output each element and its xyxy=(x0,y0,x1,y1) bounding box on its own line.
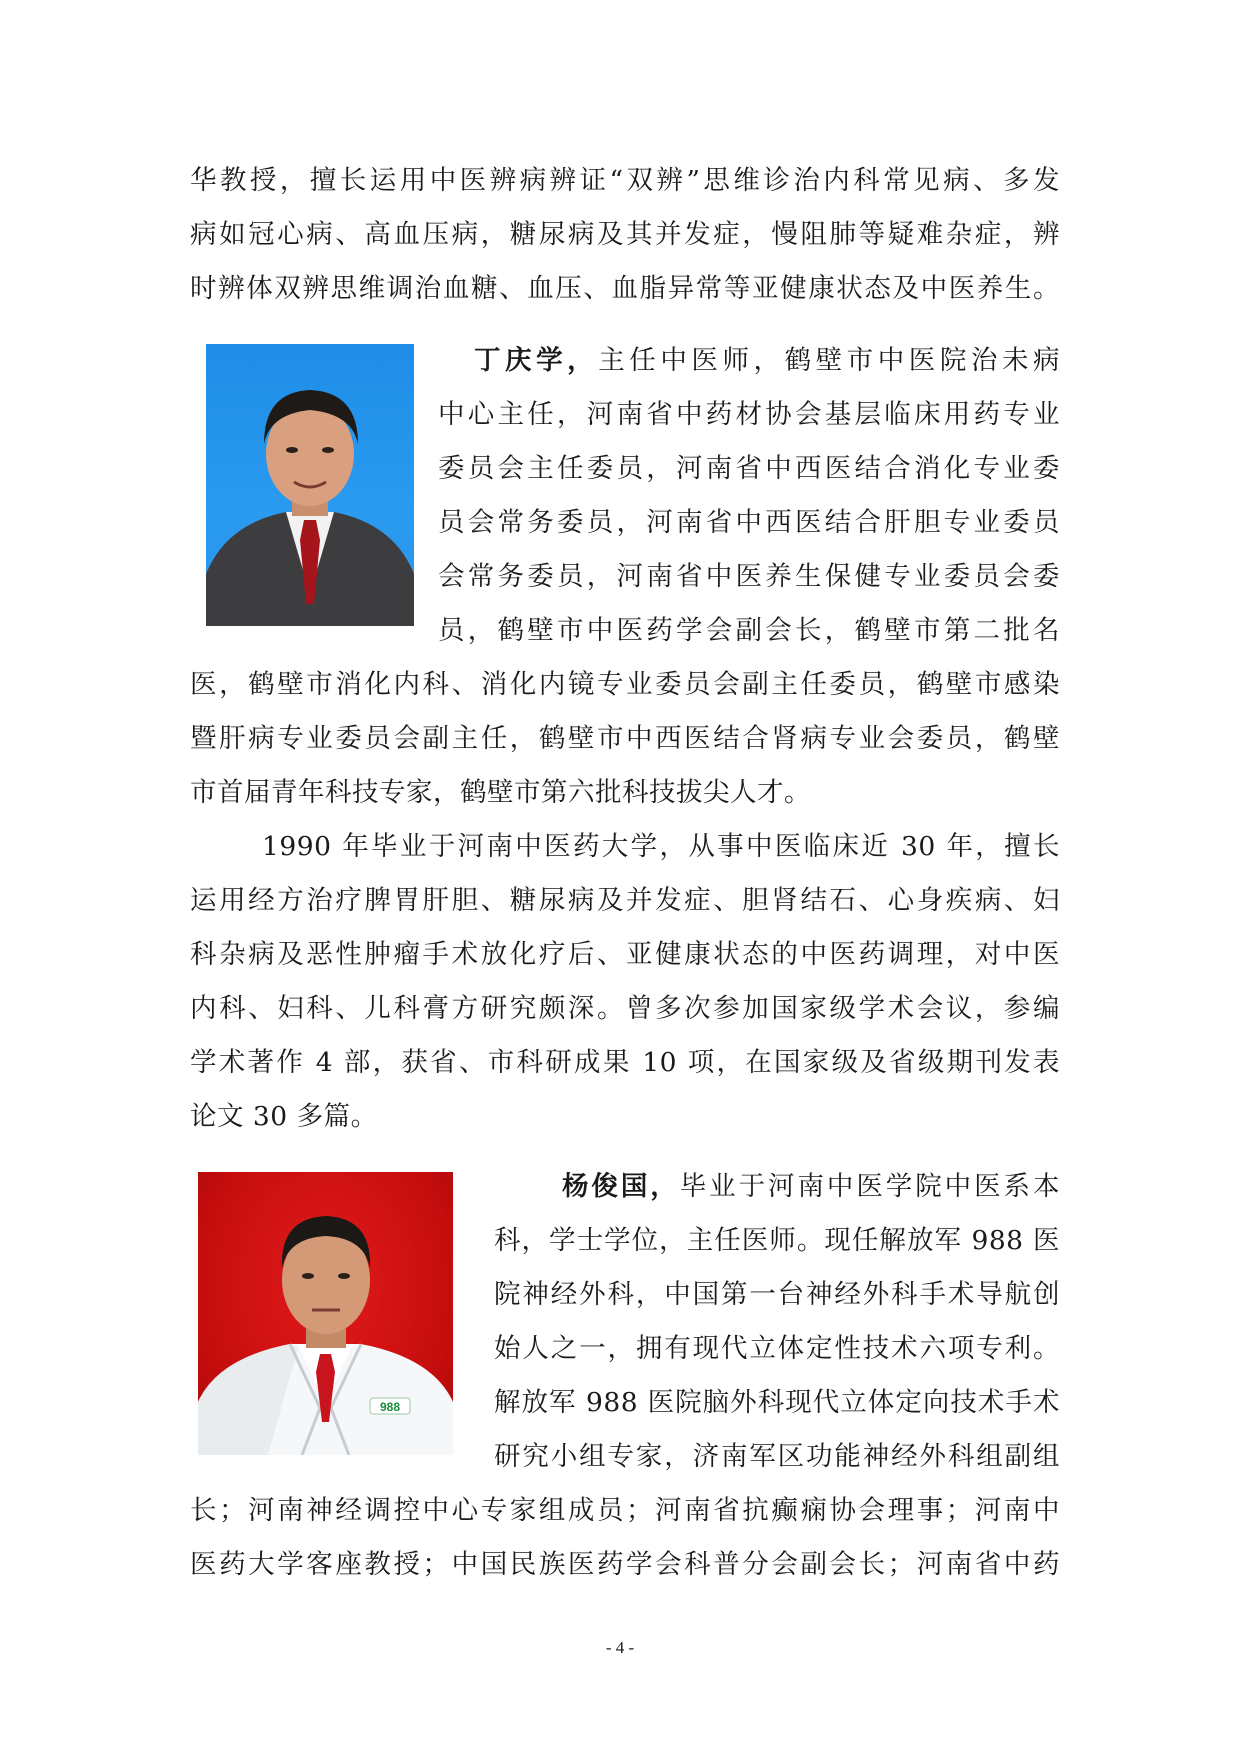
ding-para2-line-2: 运用经方治疗脾胃肝胆、糖尿病及并发症、胆肾结石、心身疾病、妇 xyxy=(190,885,1060,916)
yang-name: 杨俊国， xyxy=(562,1171,680,1202)
yang-side-line-3: 始人之一，拥有现代立体定性技术六项专利。 xyxy=(494,1333,1060,1364)
ding-first-line-rest: 主任中医师，鹤壁市中医院治未病 xyxy=(598,345,1061,376)
yang-full-line-1: 长；河南神经调控中心专家组成员；河南省抗癫痫协会理事；河南中 xyxy=(190,1495,1060,1526)
ding-first-line xyxy=(474,344,1060,378)
intro-line-3: 时辨体双辨思维调治血糖、血压、血脂异常等亚健康状态及中医养生。 xyxy=(190,273,1060,304)
yang-full-line-2: 医药大学客座教授；中国民族医药学会科普分会副会长；河南省中药 xyxy=(190,1549,1060,1580)
ding-name: 丁庆学， xyxy=(474,345,599,376)
intro-line-1: 华教授，擅长运用中医辨病辨证“双辨”思维诊治内科常见病、多发 xyxy=(190,165,1060,196)
ding-full-line-2: 暨肝病专业委员会副主任，鹤壁市中西医结合肾病专业会委员，鹤壁 xyxy=(190,723,1060,754)
yang-first-line-rest: 毕业于河南中医学院中医系本 xyxy=(679,1171,1060,1202)
ding-para2-line-1: 1990 年毕业于河南中医药大学，从事中医临床近 30 年，擅长 xyxy=(262,831,1060,862)
ding-para2-line-6: 论文 30 多篇。 xyxy=(190,1101,378,1132)
ding-side-line-2: 委员会主任委员，河南省中西医结合消化专业委 xyxy=(438,453,1060,484)
yang-side-line-1: 科，学士学位，主任医师。现任解放军 988 医 xyxy=(494,1225,1060,1256)
ding-side-line-3: 员会常务委员，河南省中西医结合肝胆专业委员 xyxy=(438,507,1060,538)
ding-full-line-3: 市首届青年科技专家，鹤壁市第六批科技拔尖人才。 xyxy=(190,777,811,808)
ding-side-line-5: 员，鹤壁市中医药学会副会长，鹤壁市第二批名 xyxy=(438,615,1060,646)
ding-side-line-1: 中心主任，河南省中药材协会基层临床用药专业 xyxy=(438,399,1060,430)
portrait-yang-junguo xyxy=(198,1172,453,1455)
hospital-badge-text: 988 xyxy=(379,1400,401,1414)
yang-first-line xyxy=(562,1170,1060,1204)
yang-side-line-2: 院神经外科，中国第一台神经外科手术导航创 xyxy=(494,1279,1060,1310)
yang-side-line-5: 研究小组专家，济南军区功能神经外科组副组 xyxy=(494,1441,1060,1472)
yang-side-line-4: 解放军 988 医院脑外科现代立体定向技术手术 xyxy=(494,1387,1060,1418)
ding-para2-line-4: 内科、妇科、儿科膏方研究颇深。曾多次参加国家级学术会议，参编 xyxy=(190,993,1060,1024)
ding-para2-line-3: 科杂病及恶性肿瘤手术放化疗后、亚健康状态的中医药调理，对中医 xyxy=(190,939,1060,970)
ding-full-line-1: 医，鹤壁市消化内科、消化内镜专业委员会副主任委员，鹤壁市感染 xyxy=(190,669,1060,700)
page-number: - 4 - xyxy=(605,1638,635,1657)
portrait-ding-qingxue xyxy=(206,344,414,626)
intro-line-2: 病如冠心病、高血压病，糖尿病及其并发症，慢阻肺等疑难杂症，辨 xyxy=(190,219,1060,250)
ding-side-line-4: 会常务委员，河南省中医养生保健专业委员会委 xyxy=(438,561,1060,592)
ding-para2-line-5: 学术著作 4 部，获省、市科研成果 10 项，在国家级及省级期刊发表 xyxy=(190,1047,1060,1078)
